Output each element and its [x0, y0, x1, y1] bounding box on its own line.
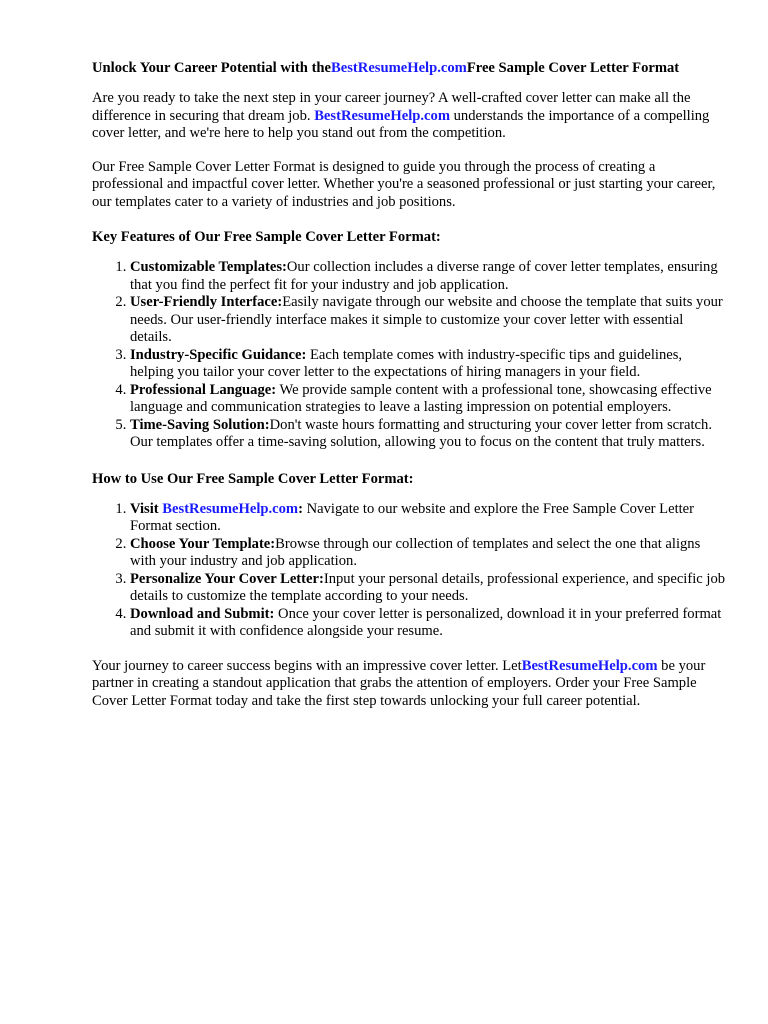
- feature-item: [130, 417, 728, 452]
- howto-visit-label: Visit: [130, 500, 163, 517]
- howto-label: Choose Your Template:: [130, 535, 276, 552]
- closing-before: Your journey to career success begins with an impressive cover letter. Let: [92, 657, 522, 674]
- feature-item: [130, 259, 728, 294]
- intro-paragraph-1: [92, 90, 728, 143]
- howto-visit-text: Navigate to our website and explore the Free Sample Cover Letter Format section.: [130, 500, 695, 534]
- howto-item: [130, 536, 728, 571]
- title-prefix: Unlock Your Career Potential with the: [92, 60, 332, 76]
- closing-brand-link[interactable]: BestResumeHelp.com: [521, 657, 658, 674]
- howto-heading: How to Use Our Free Sample Cover Letter Format:: [92, 470, 414, 487]
- feature-item: [130, 294, 728, 347]
- feature-label: Customizable Templates:: [130, 259, 287, 275]
- howto-item: [130, 606, 728, 641]
- feature-label: Time-Saving Solution:: [130, 416, 270, 433]
- title-brand-link[interactable]: BestResumeHelp.com: [331, 60, 467, 76]
- howto-text: Input your personal details, professional experience, and specific job details to customize the template according to your needs.: [130, 570, 726, 604]
- howto-brand-link[interactable]: BestResumeHelp.com: [162, 500, 299, 517]
- feature-label: User-Friendly Interface:: [130, 294, 283, 310]
- howto-label: Personalize Your Cover Letter:: [130, 570, 324, 587]
- features-list: [92, 259, 728, 452]
- howto-item: [130, 501, 728, 536]
- feature-text: Don't waste hours formatting and structuring your cover letter from scratch. Our templates offer a time-saving solution, allowing you to focus on the content that truly matters.: [130, 416, 712, 450]
- intro-p1-after: understands the importance of a compelling cover letter, and we're here to help you stand out from the competition.: [92, 107, 710, 141]
- document-title: [92, 58, 728, 78]
- intro-paragraph-2: Our Free Sample Cover Letter Format is designed to guide you through the process of creating a professional and impactful cover letter. Whether you're a seasoned professional or just starting your career, our templates cater to a variety of industries and job positions.: [92, 158, 716, 210]
- feature-label: Industry-Specific Guidance:: [130, 346, 307, 363]
- title-suffix: Free Sample Cover Letter Format: [466, 60, 680, 76]
- feature-text: Our collection includes a diverse range of cover letter templates, ensuring that you find the perfect fit for your industry and job application.: [130, 259, 718, 293]
- features-heading: Key Features of Our Free Sample Cover Letter Format:: [92, 229, 441, 245]
- closing-after: be your partner in creating a standout application that grabs the attention of employers. Order your Free Sample Cover Letter Format today and take the first step towards unlocking your full career potential.: [92, 657, 706, 709]
- howto-item: [130, 571, 728, 606]
- howto-list: [92, 501, 728, 641]
- feature-item: [130, 382, 728, 417]
- intro-brand-link[interactable]: BestResumeHelp.com: [314, 107, 450, 124]
- intro-p1-before: Are you ready to take the next step in your career journey? A well-crafted cover letter can make all the difference in securing that dream job.: [92, 90, 691, 124]
- closing-paragraph: [92, 658, 728, 711]
- feature-label: Professional Language:: [130, 381, 277, 398]
- feature-text: Easily navigate through our website and choose the template that suits your needs. Our user-friendly interface makes it simple to customize your cover letter with essential details.: [130, 294, 723, 345]
- feature-item: [130, 347, 728, 382]
- howto-text: Once your cover letter is personalized, download it in your preferred format and submit it with confidence alongside your resume.: [130, 605, 722, 639]
- howto-visit-colon: :: [298, 500, 303, 517]
- howto-label: Download and Submit:: [130, 605, 275, 622]
- feature-text: Each template comes with industry-specific tips and guidelines, helping you tailor your cover letter to the expectations of hiring managers in your field.: [130, 346, 683, 380]
- howto-text: Browse through our collection of templates and select the one that aligns with your industry and job application.: [130, 535, 701, 569]
- feature-text: We provide sample content with a professional tone, showcasing effective language and communication strategies to leave a lasting impression on potential employers.: [130, 381, 712, 415]
